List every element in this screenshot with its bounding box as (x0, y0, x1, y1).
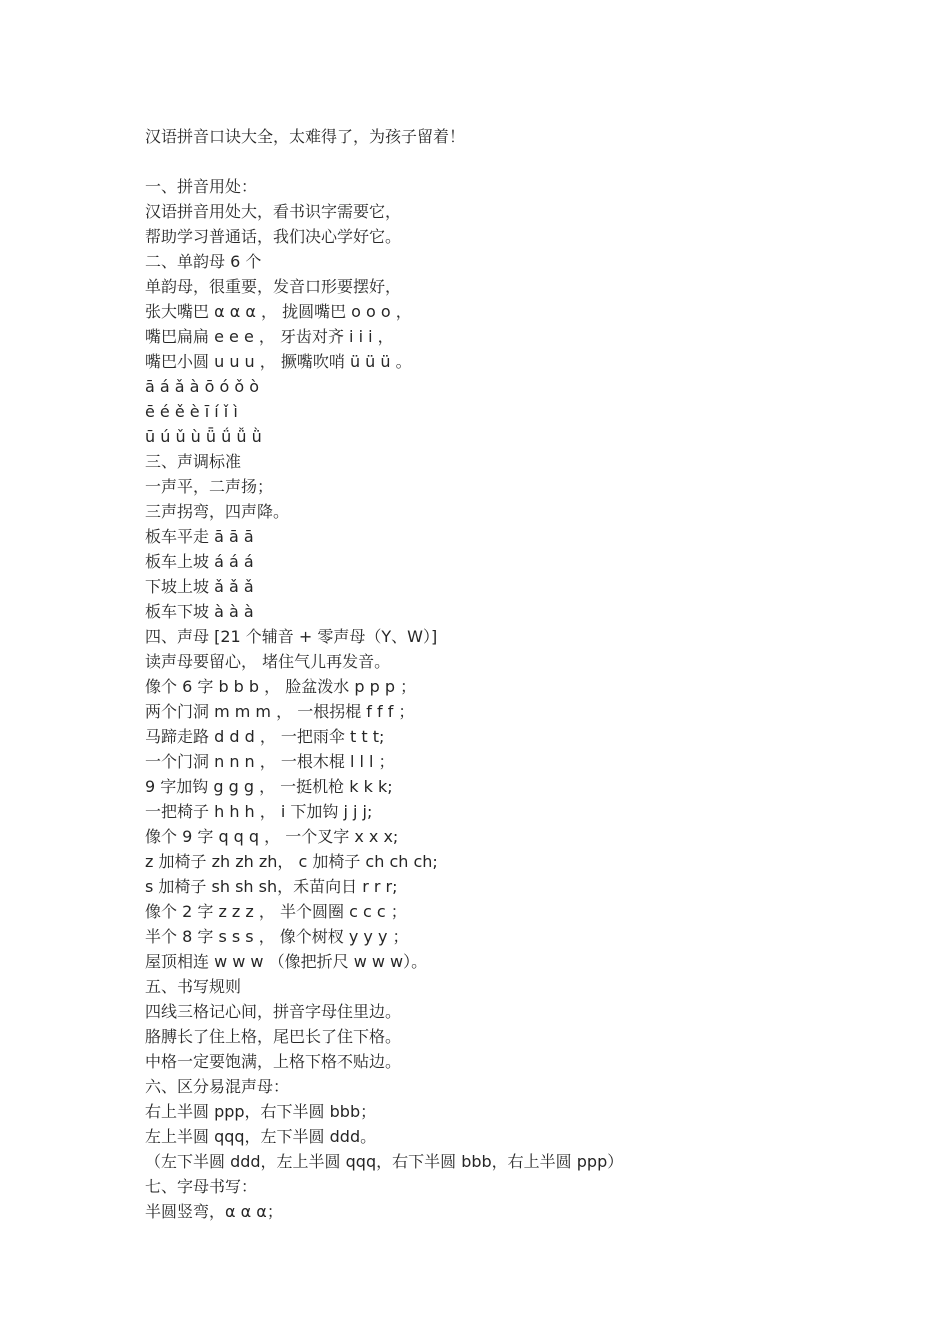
text-line: 一把椅子 h h h ， i 下加钩 j j j; (145, 802, 373, 821)
text-line: 读声母要留心， 堵住气儿再发音。 (145, 652, 391, 671)
text-line: 三声拐弯，四声降。 (145, 502, 290, 521)
text-line: 像个 2 字 z z z ， 半个圆圈 c c c ； (145, 902, 407, 921)
section-heading-writing-rules: 五、书写规则 (145, 977, 242, 996)
tone-marks-line: ā á ǎ à ō ó ǒ ò (145, 377, 259, 396)
text-line: 胳膊长了住上格，尾巴长了住下格。 (145, 1027, 402, 1046)
text-line: 一个门洞 n n n ， 一根木棍 l l l ； (145, 752, 395, 771)
text-line: 板车上坡 á á á (145, 552, 254, 571)
text-line: 左上半圆 qqq，左下半圆 ddd。 (145, 1127, 377, 1146)
text-line: 像个 9 字 q q q ， 一个叉字 x x x; (145, 827, 399, 846)
text-line: 中格一定要饱满，上格下格不贴边。 (145, 1052, 402, 1071)
section-heading-single-finals: 二、单韵母 6 个 (145, 252, 262, 271)
text-line: 马蹄走路 d d d ， 一把雨伞 t t t; (145, 727, 385, 746)
text-line: 一声平，二声扬； (145, 477, 274, 496)
text-line: 半圆竖弯，α α α； (145, 1202, 283, 1221)
text-line: 四线三格记心间，拼音字母住里边。 (145, 1002, 402, 1021)
text-line: 帮助学习普通话，我们决心学好它。 (145, 227, 402, 246)
text-line: z 加椅子 zh zh zh， c 加椅子 ch ch ch; (145, 852, 438, 871)
section-heading-tones: 三、声调标准 (145, 452, 242, 471)
text-line: 右上半圆 ppp，右下半圆 bbb； (145, 1102, 377, 1121)
text-line: 板车平走 ā ā ā (145, 527, 254, 546)
text-line: 单韵母，很重要，发音口形要摆好， (145, 277, 402, 296)
text-line: 下坡上坡 ǎ ǎ ǎ (145, 577, 254, 596)
text-line: 半个 8 字 s s s ， 像个树杈 y y y ； (145, 927, 409, 946)
text-line: 汉语拼音用处大，看书识字需要它， (145, 202, 402, 221)
section-heading-initials: 四、声母 [21 个辅音 + 零声母（Y、W）] (145, 627, 438, 646)
section-heading-confusable-initials: 六、区分易混声母： (145, 1077, 290, 1096)
text-line: 9 字加钩 g g g ， 一挺机枪 k k k; (145, 777, 393, 796)
section-heading-letter-writing: 七、字母书写： (145, 1177, 258, 1196)
tone-marks-line: ū ú ǔ ù ǖ ǘ ǚ ǜ (145, 427, 262, 446)
text-line: 像个 6 字 b b b ， 脸盆泼水 p p p ； (145, 677, 417, 696)
text-line: 嘴巴小圆 u u u ， 撅嘴吹哨 ü ü ü 。 (145, 352, 412, 371)
document-title: 汉语拼音口诀大全，太难得了，为孩子留着！ (145, 127, 466, 146)
text-line: 两个门洞 m m m ， 一根拐棍 f f f ； (145, 702, 415, 721)
text-line: （左下半圆 ddd，左上半圆 qqq，右下半圆 bbb，右上半圆 ppp） (145, 1152, 624, 1171)
tone-marks-line: ē é ě è ī í ǐ ì (145, 402, 238, 421)
text-line: 嘴巴扁扁 e e e ， 牙齿对齐 i i i ， (145, 327, 394, 346)
blank-line (145, 149, 905, 174)
text-line: 屋顶相连 w w w （像把折尺 w w w）。 (145, 952, 428, 971)
text-line: 板车下坡 à à à (145, 602, 254, 621)
section-heading-pinyin-uses: 一、拼音用处： (145, 177, 258, 196)
document-body (145, 124, 905, 1224)
text-line: 张大嘴巴 α α α ， 拢圆嘴巴 o o o ， (145, 302, 412, 321)
text-line: s 加椅子 sh sh sh，禾苗向日 r r r; (145, 877, 398, 896)
